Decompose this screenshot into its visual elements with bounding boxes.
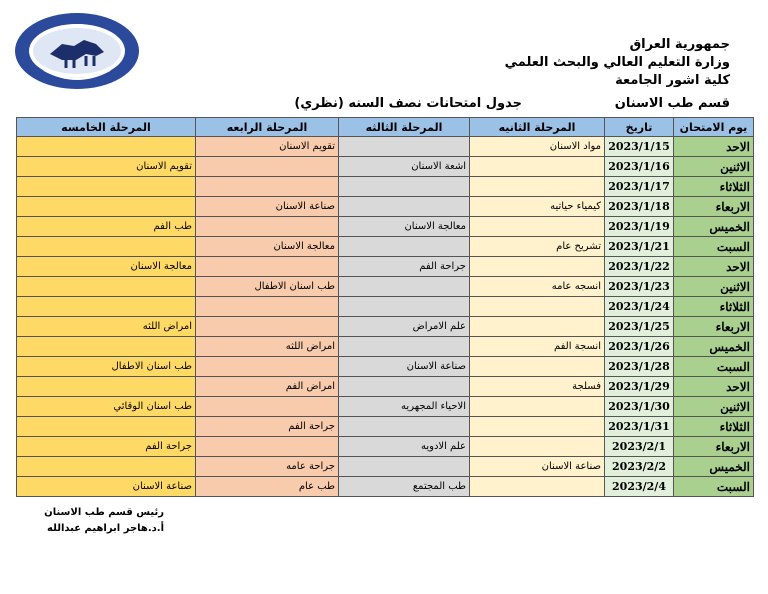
cell-day: الاثنين [674, 397, 754, 417]
cell-date: 2023/1/29 [605, 377, 674, 397]
cell-s4: طب اسنان الاطفال [196, 277, 339, 297]
cell-day: الخميس [674, 457, 754, 477]
table-row [17, 317, 754, 337]
cell-date: 2023/1/26 [605, 337, 674, 357]
table-row [17, 237, 754, 257]
table-row [17, 417, 754, 437]
cell-s5: طب الفم [17, 217, 196, 237]
table-row [17, 277, 754, 297]
cell-s2 [470, 177, 605, 197]
cell-s2: صناعة الاسنان [470, 457, 605, 477]
cell-s3: اشعة الاسنان [339, 157, 470, 177]
cell-day: الاربعاء [674, 317, 754, 337]
cell-s4 [196, 437, 339, 457]
column-header-date: تاريخ [605, 118, 674, 137]
cell-s3 [339, 197, 470, 217]
cell-s4 [196, 257, 339, 277]
cell-s4 [196, 397, 339, 417]
cell-s3 [339, 137, 470, 157]
cell-s5: طب اسنان الوقائي [17, 397, 196, 417]
cell-s2 [470, 217, 605, 237]
cell-s5: صناعة الاسنان [17, 477, 196, 497]
cell-date: 2023/1/31 [605, 417, 674, 437]
cell-s5 [17, 137, 196, 157]
cell-s3 [339, 237, 470, 257]
cell-s2 [470, 477, 605, 497]
cell-s5: طب اسنان الاطفال [17, 357, 196, 377]
cell-s3: الاحياء المجهريه [339, 397, 470, 417]
cell-day: الاحد [674, 377, 754, 397]
college-name: كلية اشور الجامعة [615, 73, 730, 88]
cell-day: السبت [674, 237, 754, 257]
cell-date: 2023/2/2 [605, 457, 674, 477]
cell-s5 [17, 377, 196, 397]
cell-day: الاحد [674, 137, 754, 157]
cell-s2: فسلجة [470, 377, 605, 397]
cell-date: 2023/1/28 [605, 357, 674, 377]
cell-date: 2023/1/22 [605, 257, 674, 277]
cell-date: 2023/1/19 [605, 217, 674, 237]
cell-day: الاربعاء [674, 197, 754, 217]
cell-s4: جراحة الفم [196, 417, 339, 437]
table-row [17, 457, 754, 477]
cell-s4 [196, 357, 339, 377]
table-row [17, 337, 754, 357]
cell-s5: معالجة الاسنان [17, 257, 196, 277]
cell-s4: معالجة الاسنان [196, 237, 339, 257]
cell-date: 2023/2/1 [605, 437, 674, 457]
cell-s3 [339, 417, 470, 437]
cell-s2: مواد الاسنان [470, 137, 605, 157]
signature-block [24, 505, 164, 537]
cell-day: الثلاثاء [674, 417, 754, 437]
cell-date: 2023/1/18 [605, 197, 674, 217]
table-row [17, 137, 754, 157]
cell-s5 [17, 297, 196, 317]
cell-s2 [470, 437, 605, 457]
cell-day: الاربعاء [674, 437, 754, 457]
ministry-name: وزارة التعليم العالي والبحث العلمي [504, 55, 730, 70]
cell-s3: علم الادويه [339, 437, 470, 457]
cell-date: 2023/1/21 [605, 237, 674, 257]
cell-s5: جراحة الفم [17, 437, 196, 457]
signature-name: أ.د.هاجر ابراهيم عبدالله [47, 523, 164, 534]
department-name: قسم طب الاسنان [614, 96, 730, 111]
table-header-row [17, 118, 754, 137]
cell-s2: كيمياء حياتيه [470, 197, 605, 217]
cell-date: 2023/1/30 [605, 397, 674, 417]
cell-s4: تقويم الاسنان [196, 137, 339, 157]
cell-s2 [470, 297, 605, 317]
cell-s2 [470, 257, 605, 277]
table-row [17, 477, 754, 497]
cell-s3 [339, 297, 470, 317]
cell-s4: جراحة عامه [196, 457, 339, 477]
cell-day: الاثنين [674, 277, 754, 297]
table-row [17, 357, 754, 377]
cell-date: 2023/1/15 [605, 137, 674, 157]
column-header-stage3: المرحلة الثالثه [339, 118, 470, 137]
table-row [17, 297, 754, 317]
cell-s4 [196, 317, 339, 337]
cell-s4 [196, 217, 339, 237]
cell-s3: علم الامراض [339, 317, 470, 337]
cell-s4: امراض الفم [196, 377, 339, 397]
cell-s4 [196, 297, 339, 317]
cell-s2 [470, 317, 605, 337]
cell-s5: تقويم الاسنان [17, 157, 196, 177]
cell-s5 [17, 197, 196, 217]
cell-s5 [17, 457, 196, 477]
column-header-stage4: المرحلة الرابعه [196, 118, 339, 137]
cell-day: الخميس [674, 337, 754, 357]
cell-s4 [196, 177, 339, 197]
cell-s3 [339, 337, 470, 357]
document-header [310, 36, 730, 90]
cell-date: 2023/2/4 [605, 477, 674, 497]
cell-s3 [339, 277, 470, 297]
cell-s5 [17, 177, 196, 197]
table-row [17, 377, 754, 397]
cell-s3 [339, 377, 470, 397]
cell-s2: تشريح عام [470, 237, 605, 257]
cell-s5 [17, 417, 196, 437]
cell-s3 [339, 177, 470, 197]
cell-date: 2023/1/16 [605, 157, 674, 177]
cell-day: الثلاثاء [674, 177, 754, 197]
cell-s4: امراض اللثه [196, 337, 339, 357]
table-row [17, 437, 754, 457]
table-row [17, 157, 754, 177]
table-title: جدول امتحانات نصف السنه (نظري) [294, 96, 522, 111]
exam-schedule-table [16, 117, 754, 497]
cell-s3 [339, 457, 470, 477]
signature-title: رئيس قسم طب الاسنان [44, 507, 164, 518]
cell-s2 [470, 397, 605, 417]
cell-s4: صناعة الاسنان [196, 197, 339, 217]
header-subline [260, 96, 730, 114]
cell-s2 [470, 157, 605, 177]
cell-date: 2023/1/17 [605, 177, 674, 197]
cell-day: الخميس [674, 217, 754, 237]
table-row [17, 197, 754, 217]
table-row [17, 177, 754, 197]
column-header-stage2: المرحلة الثانيه [470, 118, 605, 137]
column-header-day: يوم الامتحان [674, 118, 754, 137]
cell-day: الاثنين [674, 157, 754, 177]
column-header-stage5: المرحلة الخامسه [17, 118, 196, 137]
cell-day: الاحد [674, 257, 754, 277]
cell-date: 2023/1/23 [605, 277, 674, 297]
cell-s2: انسجة الفم [470, 337, 605, 357]
cell-s4 [196, 157, 339, 177]
cell-day: السبت [674, 477, 754, 497]
table-row [17, 397, 754, 417]
table-row [17, 257, 754, 277]
cell-s2: انسجه عامه [470, 277, 605, 297]
cell-s4: طب عام [196, 477, 339, 497]
cell-s3: طب المجتمع [339, 477, 470, 497]
cell-s5 [17, 237, 196, 257]
country-name: جمهورية العراق [629, 37, 730, 52]
schedule-body [17, 137, 754, 497]
college-logo [10, 10, 144, 92]
cell-date: 2023/1/24 [605, 297, 674, 317]
cell-s3: معالجة الاسنان [339, 217, 470, 237]
cell-s2 [470, 417, 605, 437]
table-row [17, 217, 754, 237]
cell-date: 2023/1/25 [605, 317, 674, 337]
cell-s3: صناعة الاسنان [339, 357, 470, 377]
cell-day: الثلاثاء [674, 297, 754, 317]
cell-s2 [470, 357, 605, 377]
cell-s5: امراض اللثه [17, 317, 196, 337]
cell-day: السبت [674, 357, 754, 377]
cell-s5 [17, 337, 196, 357]
cell-s3: جراحة الفم [339, 257, 470, 277]
cell-s5 [17, 277, 196, 297]
